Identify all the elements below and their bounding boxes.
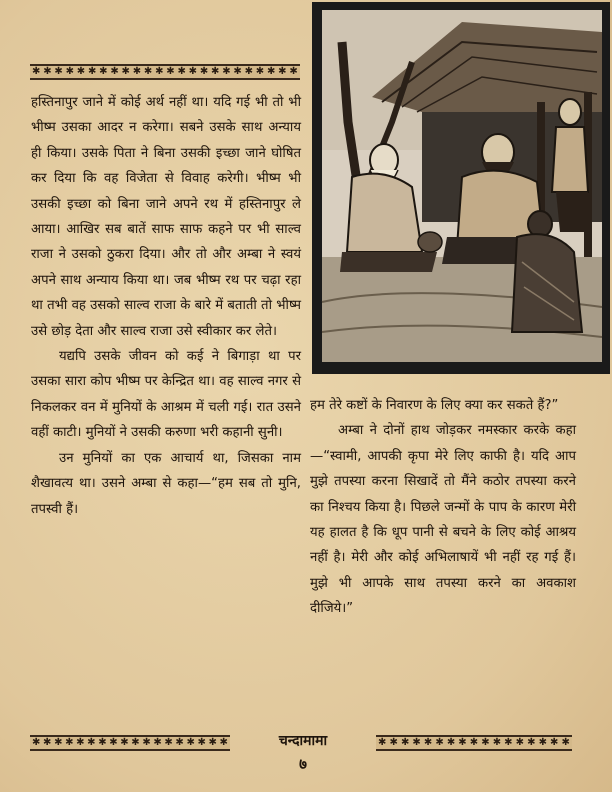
- ornament-star-icon: ✱: [65, 66, 74, 77]
- ornament-star-icon: ✱: [469, 737, 479, 748]
- ornament-star-icon: ✱: [378, 737, 387, 748]
- ornament-star-icon: ✱: [99, 66, 108, 77]
- ornament-star-icon: ✱: [412, 737, 421, 748]
- ornament-star-icon: ✱: [76, 737, 85, 748]
- ornament-star-icon: ✱: [120, 737, 129, 748]
- ornament-star-icon: ✱: [481, 737, 490, 748]
- ornament-star-icon: ✱: [32, 66, 41, 77]
- ornament-star-icon: ✱: [110, 66, 119, 77]
- ornament-star-icon: ✱: [132, 66, 142, 77]
- ornament-star-icon: ✱: [65, 737, 74, 748]
- ornament-star-icon: ✱: [87, 737, 96, 748]
- ornament-star-icon: ✱: [175, 737, 184, 748]
- ornament-star-icon: ✱: [177, 66, 186, 77]
- paragraph: उन मुनियों का एक आचार्य था, जिसका नाम शैखावत्य था। उसने अम्बा से कहा—“हम सब तो मुनि, तपस्वी हैं।: [31, 450, 301, 517]
- ornament-star-icon: ✱: [561, 737, 570, 748]
- ornament-star-icon: ✱: [43, 737, 52, 748]
- decorative-border-bottom-right: [376, 735, 572, 751]
- page-number: ७: [299, 755, 307, 773]
- ornament-star-icon: ✱: [32, 737, 41, 748]
- ornament-star-icon: ✱: [208, 737, 217, 748]
- ornament-star-icon: ✱: [458, 737, 467, 748]
- ornament-star-icon: ✱: [515, 737, 525, 748]
- decorative-border-top: [30, 64, 300, 80]
- ornament-star-icon: ✱: [255, 66, 265, 77]
- ornament-star-icon: ✱: [54, 66, 63, 77]
- ornament-star-icon: ✱: [211, 66, 220, 77]
- ornament-star-icon: ✱: [400, 737, 410, 748]
- illustration-image: [312, 2, 610, 374]
- ornament-star-icon: ✱: [423, 737, 433, 748]
- ornament-star-icon: ✱: [43, 66, 52, 77]
- right-text-column: [310, 393, 576, 622]
- ornament-star-icon: ✱: [233, 66, 242, 77]
- ornament-star-icon: ✱: [278, 66, 287, 77]
- ornament-star-icon: ✱: [142, 737, 151, 748]
- ornament-star-icon: ✱: [446, 737, 456, 748]
- ornament-star-icon: ✱: [121, 66, 130, 77]
- ornament-star-icon: ✱: [109, 737, 118, 748]
- ornament-star-icon: ✱: [153, 737, 162, 748]
- ornament-star-icon: ✱: [87, 66, 97, 77]
- ornament-star-icon: ✱: [219, 737, 228, 748]
- paragraph: यद्यपि उसके जीवन को कई ने बिगाड़ा था पर उसका सारा कोप भीष्म पर केन्द्रित था। वह साल्व नगर से निकलकर वन में मुनियों के आश्रम में चली गई। रात उसने वहीं काटी। मुनियों ने उसकी करुणा भरी कहानी सुनी।: [31, 349, 301, 441]
- ornament-star-icon: ✱: [222, 66, 231, 77]
- ornament-star-icon: ✱: [527, 737, 536, 748]
- ornament-star-icon: ✱: [289, 66, 298, 77]
- paragraph: हस्तिनापुर जाने में कोई अर्थ नहीं था। यदि गई भी तो भी भीष्म उसका आदर न करेगा। सबने उसके साथ अन्याय ही किया। उसके पिता ने बिना उसकी इच्छा जाने घोषित कर दिया कि वह विजेता से विवाह करेगी। भीष्म भी उसकी इच्छा को बिना जाने अपने रथ में हस्तिनापुर ले आया। आखिर सब बातें साफ साफ कहने पर भी साल्व राजा ने उसको ठुकरा दिया। और तो और अम्बा ने स्वयं अपने साथ अन्याय किया था। जब भीष्म रथ पर चढ़ा रहा था तभी वह उसको साल्व राजा के बारे में बताती तो भीष्म उसे छोड़ देता और साल्व राजा उसे स्वीकार कर लेते।: [31, 95, 301, 339]
- ornament-star-icon: ✱: [550, 737, 559, 748]
- ornament-star-icon: ✱: [266, 66, 276, 77]
- decorative-border-bottom-left: [30, 735, 230, 751]
- ornament-star-icon: ✱: [186, 737, 195, 748]
- ornament-star-icon: ✱: [143, 66, 153, 77]
- paragraph: अम्बा ने दोनों हाथ जोड़कर नमस्कार करके कहा—“स्वामी, आपकी कृपा मेरे लिए काफी है। यदि आप मुझे तपस्या करना सिखादें तो मैंने कठोर तपस्या करने का निश्चय किया है। पिछले जन्मों के पाप के कारण मेरी यह हालत है कि धूप पानी से बचने के लिए कोई आश्रय नहीं है। मेरी और कोई अभिलाषायें भी नहीं रह गई हैं। मुझे भी आपके साथ तपस्या करने का अवकाश दीजिये।”: [310, 423, 576, 617]
- ornament-star-icon: ✱: [98, 737, 107, 748]
- ornament-star-icon: ✱: [76, 66, 86, 77]
- left-text-column: [31, 90, 301, 522]
- ornament-star-icon: ✱: [538, 737, 547, 748]
- paragraph: हम तेरे कष्टों के निवारण के लिए क्या कर सकते हैं?”: [310, 398, 559, 413]
- ornament-star-icon: ✱: [199, 66, 209, 77]
- ornament-star-icon: ✱: [164, 737, 173, 748]
- ornament-star-icon: ✱: [492, 737, 502, 748]
- ornament-star-icon: ✱: [166, 66, 175, 77]
- ornament-star-icon: ✱: [188, 66, 198, 77]
- illustration-sages-in-hermitage: [312, 2, 610, 374]
- ornament-star-icon: ✱: [197, 737, 206, 748]
- ornament-star-icon: ✱: [155, 66, 164, 77]
- ornament-star-icon: ✱: [131, 737, 140, 748]
- ornament-star-icon: ✱: [54, 737, 63, 748]
- ornament-star-icon: ✱: [244, 66, 253, 77]
- magazine-title: चन्दामामा: [278, 733, 328, 749]
- ornament-star-icon: ✱: [504, 737, 513, 748]
- ornament-star-icon: ✱: [435, 737, 444, 748]
- ornament-star-icon: ✱: [389, 737, 398, 748]
